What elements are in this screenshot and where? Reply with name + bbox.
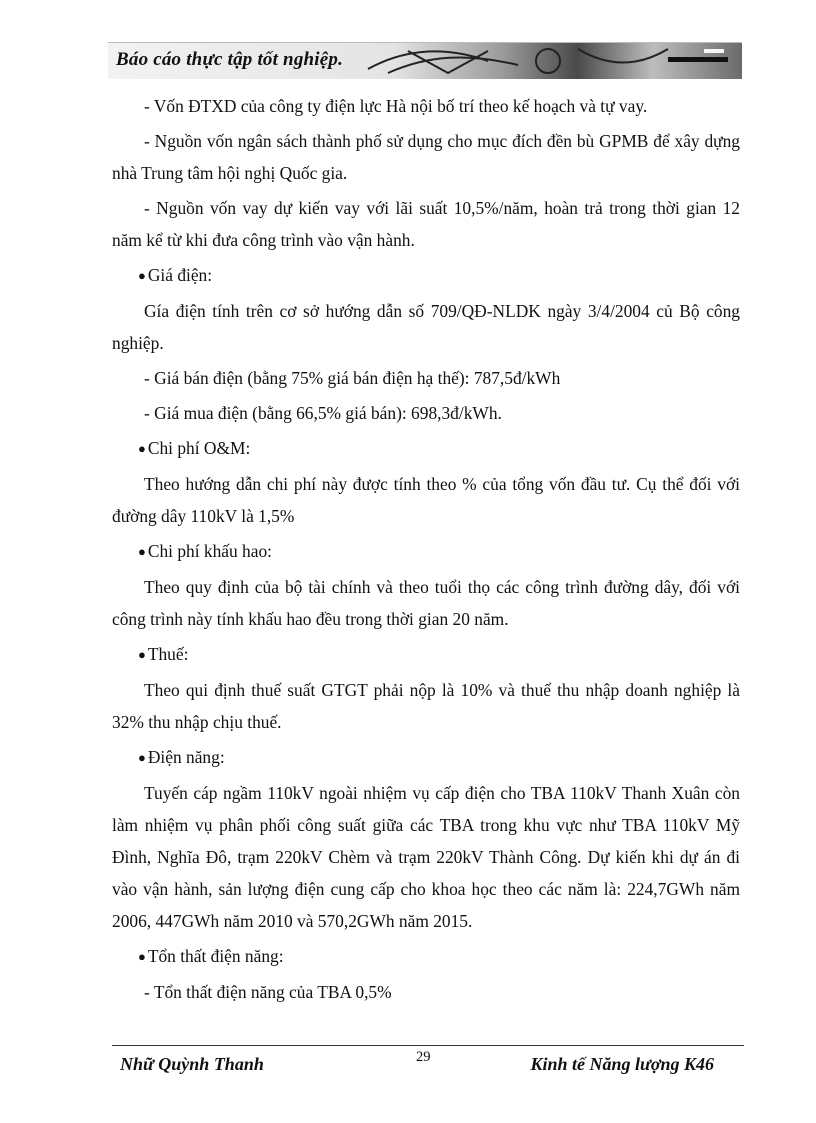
paragraph: - Giá bán điện (bằng 75% giá bán điện hạ thế): 787,5đ/kWh bbox=[144, 368, 561, 388]
paragraph: Tuyến cáp ngầm 110kV ngoài nhiệm vụ cấp điện cho TBA 110kV Thanh Xuân còn làm nhiệm vụ phân phối công suất giữa các TBA trong khu vực như TBA 110kV Mỹ Đình, Nghĩa Đô, trạm 220kV Chèm và trạm 220kV Thành Công. Dự kiến khi dự án đi vào vận hành, sản lượng điện cung cấp cho khoa học theo các năm là: 224,7GWh năm 2006, 447GWh năm 2010 và 570,2GWh năm 2015. bbox=[112, 783, 740, 931]
paragraph: - Nguồn vốn vay dự kiến vay với lãi suất 10,5%/năm, hoàn trả trong thời gian 12 năm kể từ khi đưa công trình vào vận hành. bbox=[112, 198, 740, 250]
document-body bbox=[112, 90, 740, 1011]
paragraph: - Giá mua điện (bằng 66,5% giá bán): 698,3đ/kWh. bbox=[144, 403, 502, 423]
paragraph: - Tổn thất điện năng của TBA 0,5% bbox=[144, 982, 392, 1002]
section-heading: ● Chi phí O&M: bbox=[112, 432, 740, 465]
page-header-banner bbox=[108, 42, 742, 79]
footer-author: Nhữ Quỳnh Thanh bbox=[120, 1054, 264, 1074]
section-heading: ● Tổn thất điện năng: bbox=[112, 940, 740, 973]
paragraph: - Nguồn vốn ngân sách thành phố sử dụng cho mục đích đền bù GPMB để xây dựng nhà Trung tâm hội nghị Quốc gia. bbox=[112, 131, 740, 183]
paragraph: Theo hướng dẫn chi phí này được tính theo % của tổng vốn đầu tư. Cụ thể đối với đường dây 110kV là 1,5% bbox=[112, 474, 740, 526]
footer-divider bbox=[112, 1045, 744, 1046]
footer-department: Kinh tế Năng lượng K46 bbox=[530, 1054, 714, 1074]
paragraph: Theo qui định thuế suất GTGT phải nộp là 10% và thuế thu nhập doanh nghiệp là 32% thu nhập chịu thuế. bbox=[112, 680, 740, 732]
header-title: Báo cáo thực tập tốt nghiệp. bbox=[116, 49, 344, 70]
paragraph: Theo quy định của bộ tài chính và theo tuổi thọ các công trình đường dây, đối với công trình này tính khấu hao đều trong thời gian 20 năm. bbox=[112, 577, 740, 629]
section-heading: ● Thuế: bbox=[112, 638, 740, 671]
section-heading: ● Chi phí khấu hao: bbox=[112, 535, 740, 568]
paragraph: Gía điện tính trên cơ sở hướng dẫn số 709/QĐ-NLDK ngày 3/4/2004 củ Bộ công nghiệp. bbox=[112, 301, 740, 353]
paragraph: - Vốn ĐTXD của công ty điện lực Hà nội bố trí theo kế hoạch và tự vay. bbox=[144, 96, 648, 116]
section-heading: ● Điện năng: bbox=[112, 741, 740, 774]
section-heading: ● Giá điện: bbox=[112, 259, 740, 292]
page-number: 29 bbox=[416, 1049, 431, 1065]
